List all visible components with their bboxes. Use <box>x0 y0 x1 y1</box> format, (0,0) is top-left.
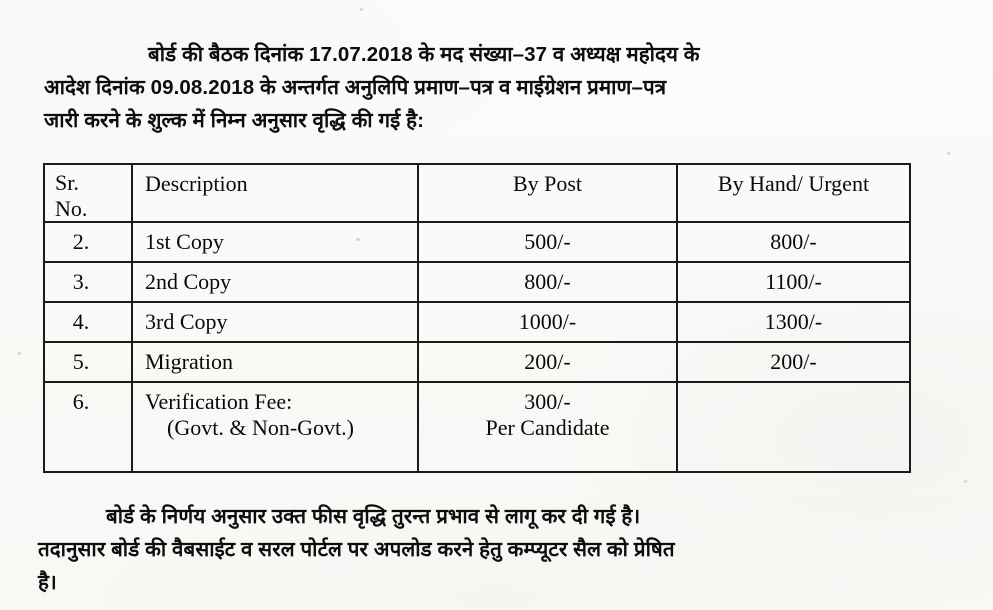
top-paragraph-line-1: बोर्ड की बैठक दिनांक 17.07.2018 के मद संख्या–37 व अध्यक्ष महोदय के <box>148 43 700 66</box>
row-sr-no: 3. <box>72 269 90 295</box>
cell-by-hand-urgent <box>677 302 910 342</box>
table-row <box>44 382 910 472</box>
header-cell-by-hand-urgent <box>677 164 910 222</box>
scan-speck <box>18 352 21 355</box>
cell-sr-no <box>44 222 132 262</box>
cell-by-hand-urgent <box>677 262 910 302</box>
table-header-row <box>44 164 910 222</box>
cell-by-post <box>418 382 677 472</box>
row-sr-no: 6. <box>72 389 90 415</box>
header-cell-sr-no <box>44 164 132 222</box>
cell-sr-no <box>44 342 132 382</box>
header-sr-line2: No. <box>55 195 88 221</box>
row-by-post: 300/- <box>524 389 571 415</box>
cell-by-post <box>418 222 677 262</box>
row-by-hand-urgent: 1300/- <box>764 309 823 335</box>
row-description: 3rd Copy <box>145 309 228 335</box>
row-description: 1st Copy <box>145 229 224 255</box>
bottom-paragraph-line-3: है। <box>38 571 57 594</box>
table-row <box>44 222 910 262</box>
table-row <box>44 302 910 342</box>
row-by-post: 500/- <box>524 229 571 255</box>
cell-by-post <box>418 262 677 302</box>
row-by-post: 200/- <box>524 349 571 375</box>
cell-sr-no <box>44 302 132 342</box>
header-description-label: Description <box>145 171 248 196</box>
top-paragraph-line-3: जारी करने के शुल्क में निम्न अनुसार वृद्धि की गई है: <box>44 109 425 132</box>
scan-speck <box>964 480 967 483</box>
cell-description <box>132 302 418 342</box>
header-cell-description <box>132 164 418 222</box>
row-by-hand-urgent: 1100/- <box>765 269 822 295</box>
top-paragraph-line-2: आदेश दिनांक 09.08.2018 के अन्तर्गत अनुलिपि प्रमाण–पत्र व माईग्रेशन प्रमाण–पत्र <box>44 76 667 99</box>
cell-by-post <box>418 302 677 342</box>
header-by-post-label: By Post <box>512 171 583 196</box>
cell-description <box>132 342 418 382</box>
cell-by-post <box>418 342 677 382</box>
row-by-hand-urgent <box>678 383 909 389</box>
scan-speck <box>947 152 950 155</box>
row-sr-no: 5. <box>72 349 90 375</box>
row-description: 2nd Copy <box>145 269 232 295</box>
row-description: Verification Fee: <box>145 389 293 415</box>
row-description: Migration <box>145 349 233 375</box>
cell-description <box>132 222 418 262</box>
row-by-post: 800/- <box>524 269 571 295</box>
cell-description <box>132 382 418 472</box>
header-sr-line1: Sr. <box>55 170 79 195</box>
row-by-post-sub: Per Candidate <box>485 415 610 441</box>
table-row <box>44 262 910 302</box>
scan-speck <box>360 8 363 11</box>
cell-sr-no <box>44 262 132 302</box>
row-by-hand-urgent: 200/- <box>770 349 817 375</box>
table-row <box>44 342 910 382</box>
row-sr-no: 4. <box>72 309 90 335</box>
row-description-sub: (Govt. & Non-Govt.) <box>167 414 354 440</box>
row-by-post: 1000/- <box>518 309 577 335</box>
fee-table <box>43 163 911 473</box>
cell-by-hand-urgent <box>677 342 910 382</box>
bottom-paragraph-line-2: तदानुसार बोर्ड की वैबसाईट व सरल पोर्टल पर अपलोड करने हेतु कम्प्यूटर सैल को प्रेषित <box>38 538 675 561</box>
row-sr-no: 2. <box>72 229 90 255</box>
fee-table-container <box>43 163 909 465</box>
bottom-paragraph-line-1: बोर्ड के निर्णय अनुसार उक्त फीस वृद्धि तुरन्त प्रभाव से लागू कर दी गई है। <box>106 505 641 528</box>
header-cell-by-post <box>418 164 677 222</box>
header-by-hand-urgent-label: By Hand/ Urgent <box>717 171 870 196</box>
cell-by-hand-urgent <box>677 382 910 472</box>
cell-description <box>132 262 418 302</box>
cell-sr-no <box>44 382 132 472</box>
cell-by-hand-urgent <box>677 222 910 262</box>
row-by-hand-urgent: 800/- <box>770 229 817 255</box>
